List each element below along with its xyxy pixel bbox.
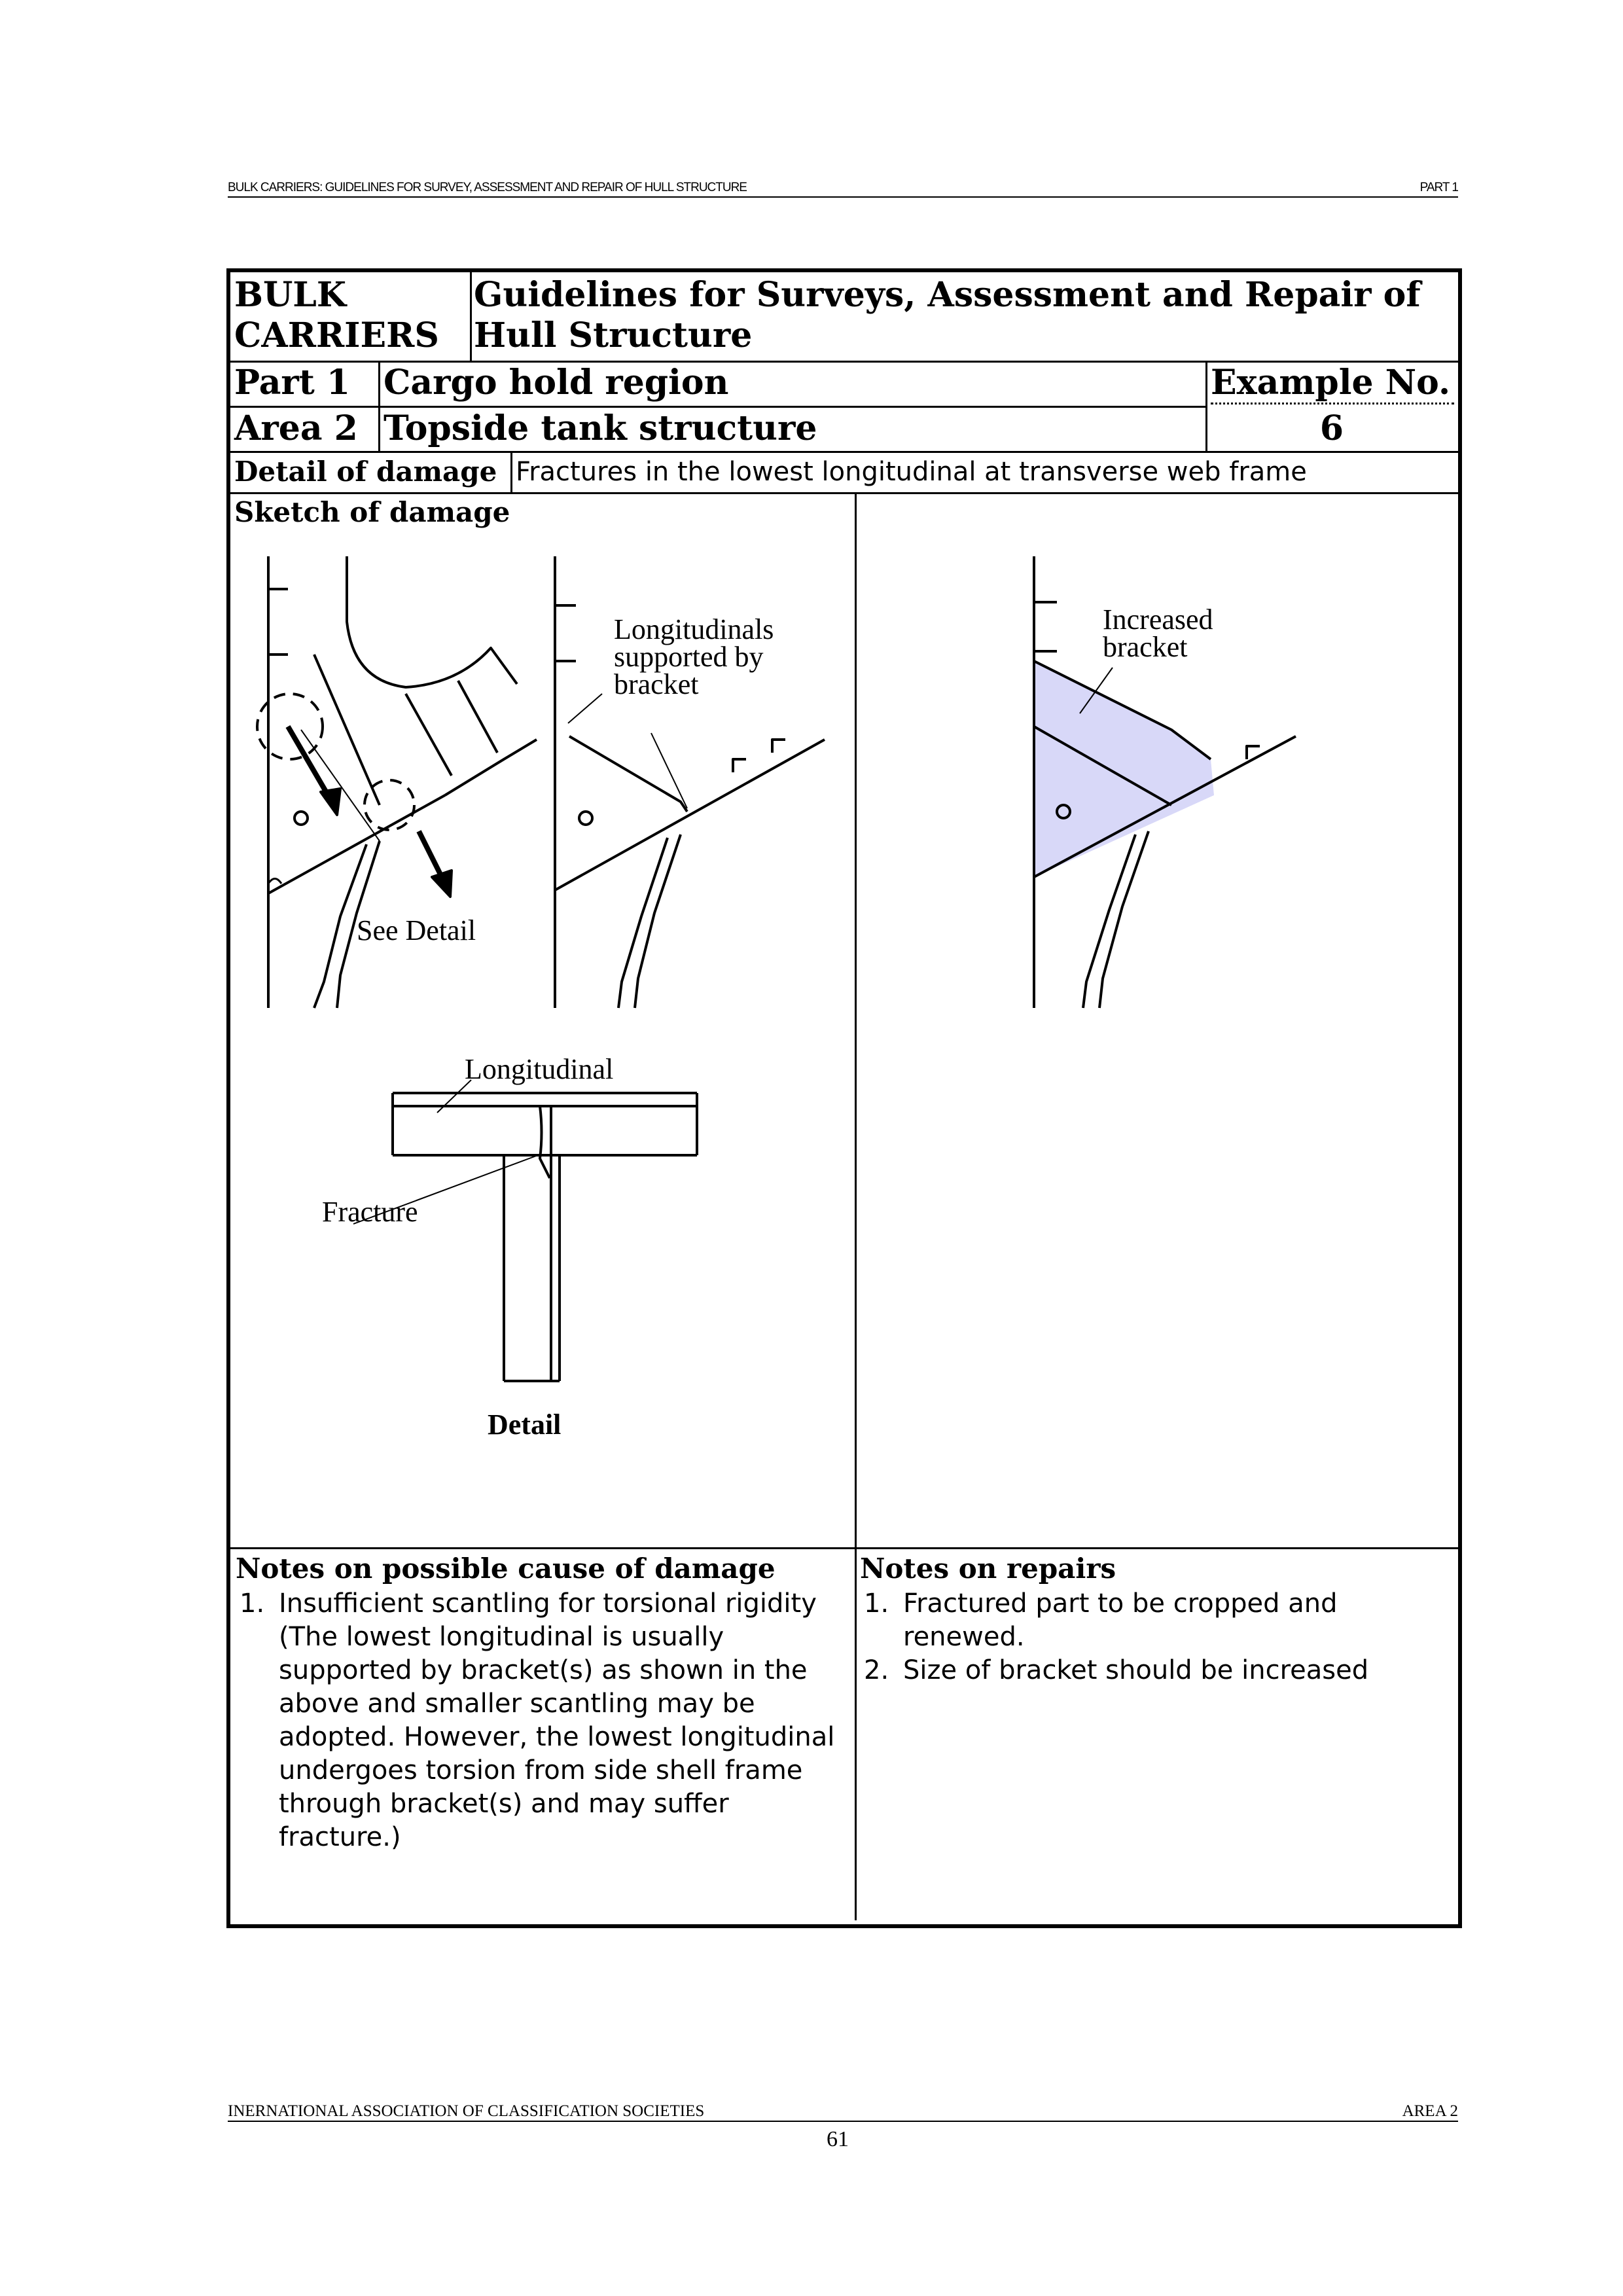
label-longitudinals-1: Longitudinals [614, 613, 774, 645]
label-detail: Detail [488, 1408, 562, 1441]
page-number: 61 [827, 2127, 849, 2151]
notes-cause-title: Notes on possible cause of damage [236, 1552, 776, 1585]
notes-repairs-title: Notes on repairs [860, 1552, 1116, 1585]
footer-area: AREA 2 [1402, 2102, 1458, 2120]
corner-line-2: CARRIERS [234, 315, 439, 355]
header-part: PART 1 [1419, 181, 1458, 194]
label-longitudinal: Longitudinal [465, 1053, 614, 1085]
footer-organization: INERNATIONAL ASSOCIATION OF CLASSIFICATION SOCIETIES [228, 2102, 705, 2120]
label-longitudinals-3: bracket [614, 668, 699, 700]
label-see-detail: See Detail [357, 914, 476, 946]
example-number: 6 [1319, 408, 1344, 448]
running-footer [228, 2101, 1458, 2122]
notes-cause-item: 1. Insufficient scantling for torsional rigidity (The lowest longitudinal is usually supported by bracket(s) as shown in the above and smaller scantling may be adopted. However, the lowest longitudinal undergoes torsion from side shell frame through bracket(s) and may suffer fracture.) [240, 1588, 835, 1852]
area-label: Area 2 [234, 408, 358, 448]
corner-line-1: BULK [234, 275, 347, 315]
label-increased-2: bracket [1103, 631, 1188, 663]
example-label: Example No. [1211, 363, 1454, 404]
label-increased-1: Increased [1103, 603, 1213, 636]
notes-repairs-item: 1. Fractured part to be cropped and renewed. [864, 1588, 1338, 1652]
detail-of-damage-label: Detail of damage [234, 456, 497, 488]
detail-of-damage-value: Fractures in the lowest longitudinal at transverse web frame [516, 457, 1307, 487]
label-fracture: Fracture [322, 1196, 418, 1228]
part-value: Cargo hold region [383, 363, 729, 403]
sketch-label: Sketch of damage [234, 496, 510, 528]
title-line-1: Guidelines for Surveys, Assessment and Repair of [474, 275, 1421, 315]
notes-repairs-item: 2. Size of bracket should be increased [864, 1655, 1369, 1685]
label-longitudinals-2: supported by [614, 641, 764, 673]
part-label: Part 1 [234, 363, 351, 403]
title-line-2: Hull Structure [474, 315, 753, 355]
area-value: Topside tank structure [383, 408, 817, 448]
drawing-detail [393, 1093, 697, 1381]
header-title: BULK CARRIERS: GUIDELINES FOR SURVEY, ASSESSMENT AND REPAIR OF HULL STRUCTURE [228, 181, 747, 194]
